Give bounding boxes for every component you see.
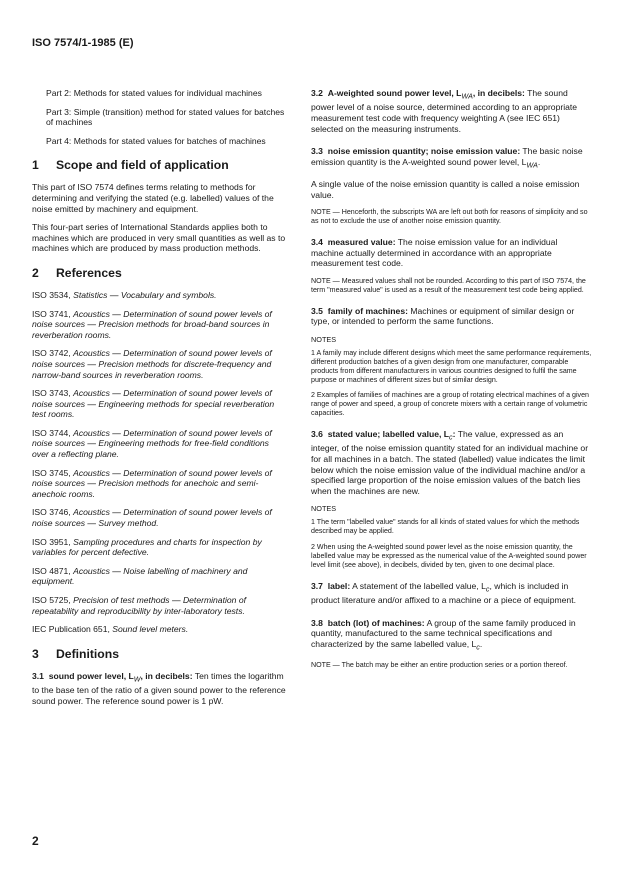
part-item: Part 2: Methods for stated values for individual machines xyxy=(46,88,262,98)
definition-3-7: 3.7 label: A statement of the labelled value, $L_c$, which is included in product literature and/or affixed to a machine or a piece of equipment. xyxy=(311,580,576,606)
note: 2 When using the A-weighted sound power level as the noise emission quantity, the labelled value may be expressed as the numerical value of the A-weighted sound power level limit (see above), in decibels, divided by ten, given to one decimal place. xyxy=(311,543,587,570)
paragraph: A single value of the noise emission quantity is called a noise emission value. xyxy=(311,179,580,200)
section-number: 2 xyxy=(32,265,39,280)
reference-list xyxy=(32,290,288,635)
reference-item: ISO 3534, Statistics — Vocabulary and symbols. xyxy=(32,289,217,300)
reference-item: ISO 3745, Acoustics — Determination of sound power levels of noise sources — Precision methods for anechoic and semi-anechoic rooms. xyxy=(32,467,272,499)
reference-item: ISO 3746, Acoustics — Determination of sound power levels of noise sources — Survey method. xyxy=(32,507,272,529)
section-number: 3 xyxy=(32,646,39,661)
reference-item: ISO 3741, Acoustics — Determination of sound power levels of noise sources — Precision methods for broad-band sources in reverberation rooms. xyxy=(32,308,272,340)
note: 2 Examples of families of machines are a group of rotating electrical machines of a given range of power and speed, a group of concrete mixers with a certain range of volumetric capacities. xyxy=(311,391,589,418)
section-heading xyxy=(32,266,288,280)
part-item: Part 4: Methods for stated values for batches of machines xyxy=(46,135,266,146)
right-column xyxy=(311,88,592,677)
note: NOTE — Measured values shall not be rounded. According to this part of ISO 7574, the term "measured value" is used as a result of the measurement test code being applied. xyxy=(311,276,586,294)
note: 1 A family may include different designs which meet the same performance requirements, different production batches of a given design from one manufacturer, comparable products from different manufacturers in various countries designed to fulfil the same purpose or machines of different sizes but of similar design. xyxy=(311,348,592,384)
definition-3-3: 3.3 noise emission quantity; noise emission value: The basic noise emission quantity is the A-weighted sound power level, $L_{WA}$. xyxy=(311,146,583,170)
reference-item: ISO 3742, Acoustics — Determination of sound power levels of noise sources — Precision methods for discrete-frequency and narrow-band sources in reverberation rooms. xyxy=(32,348,272,380)
notes-label: NOTES xyxy=(311,334,337,344)
note: NOTE — Henceforth, the subscripts WA are left out both for reasons of simplicity and so as not to exclude the use of another noise emission quantity. xyxy=(311,208,588,226)
reference-item: ISO 3951, Sampling procedures and charts for inspection by variables for percent defective. xyxy=(32,536,262,558)
page-number: 2 xyxy=(32,834,39,848)
paragraph: This part of ISO 7574 defines terms relating to methods for determining and verifying the stated (e.g. labelled) values of the noise emitted by machinery and equipment. xyxy=(32,182,274,214)
paragraph: This four-part series of International Standards applies both to machines which are produced in very small quantities as well as to machines which are produced by mass production methods. xyxy=(32,222,286,254)
section-heading xyxy=(32,647,288,661)
reference-item: ISO 4871, Acoustics — Noise labelling of machinery and equipment. xyxy=(32,565,248,587)
section-title: Scope and field of application xyxy=(56,158,229,173)
reference-item: ISO 3744, Acoustics — Determination of sound power levels of noise sources — Engineering methods for free-field conditions over a reflecting plane. xyxy=(32,427,272,460)
part-item: Part 3: Simple (transition) method for stated values for batches of machines xyxy=(46,106,285,128)
definition-3-1: 3.1 sound power level, $L_W$, in decibels: Ten times the logarithm to the base ten of the ratio of a given sound power to the reference sound power. The reference sound power is 1 pW. xyxy=(32,670,286,706)
note: 1 The term "labelled value" stands for all kinds of stated values for which the methods described may be applied. xyxy=(311,518,580,536)
left-column xyxy=(32,88,288,714)
note: NOTE — The batch may be either an entire production series or a portion thereof. xyxy=(311,661,568,670)
section-title: References xyxy=(56,265,122,280)
definition-3-4: 3.4 measured value: The noise emission value for an individual machine actually determined in accordance with an appropriate measurement test code. xyxy=(311,237,558,269)
reference-item: IEC Publication 651, Sound level meters. xyxy=(32,624,189,635)
definition-3-8: 3.8 batch (lot) of machines: A group of the same family produced in quantity, manufactured to the same technical specifications and characterized by the same labelled value, $L_c$. xyxy=(311,617,576,652)
section-number: 1 xyxy=(32,158,39,173)
definition-3-5: 3.5 family of machines: Machines or equipment of similar design or type, or intended to perform the same functions. xyxy=(311,305,575,327)
section-heading xyxy=(32,158,288,172)
definition-3-6: 3.6 stated value; labelled value, $L_c$: The value, expressed as an integer, of the noise emission quantity stated for an individual machine or for all machines in a batch. The stated (labelled) value indicates the limit below which the noise emission value of the individual machine and/or a specified large proportion of the noise emission values of the batch lies when the machines are new. xyxy=(311,429,589,496)
reference-item: ISO 3743, Acoustics — Determination of sound power levels of noise sources — Engineering methods for special reverberation test rooms. xyxy=(32,388,275,420)
reference-item: ISO 5725, Precision of test methods — Determination of repeatability and reproducibility by inter-laboratory tests. xyxy=(32,595,247,616)
document-id: ISO 7574/1-1985 (E) xyxy=(32,37,134,49)
section-title: Definitions xyxy=(56,646,119,661)
notes-label: NOTES xyxy=(311,504,337,514)
definition-3-2: 3.2 A-weighted sound power level, $L_{WA}$, in decibels: The sound power level of a noise source, determined according to an appropriate measurement test code with frequency weighting A (see IEC 651) selected on the measuring instruments. xyxy=(311,88,578,134)
